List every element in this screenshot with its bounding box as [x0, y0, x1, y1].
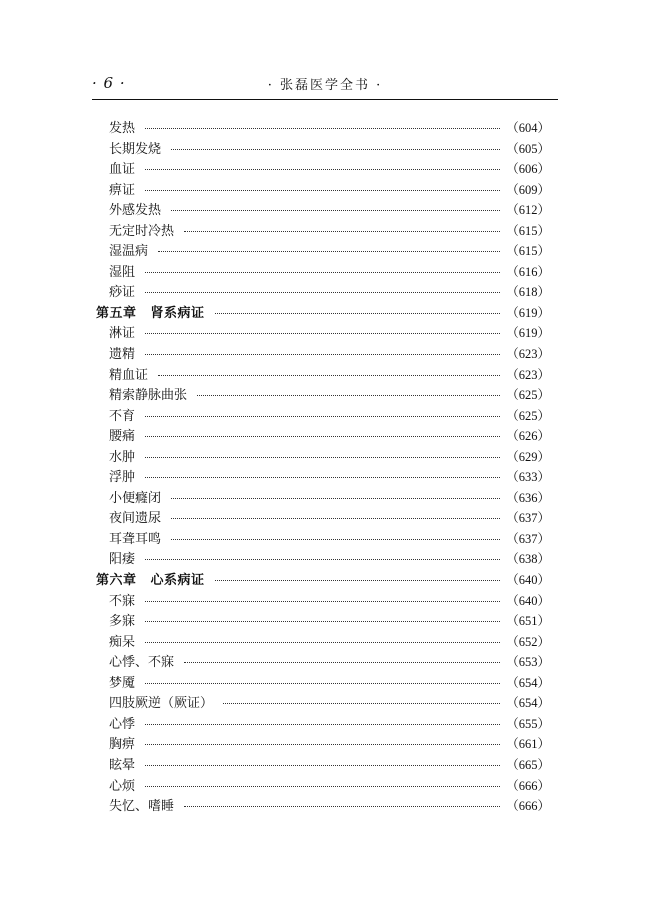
chapter-title: 肾系病证 — [150, 305, 205, 321]
page-header — [92, 74, 558, 96]
toc-title: 阳痿 — [109, 552, 136, 568]
dot-leader — [145, 354, 500, 355]
toc-entry-row — [92, 262, 550, 283]
dot-leader — [145, 457, 500, 458]
dot-leader — [145, 765, 500, 766]
toc-title — [96, 304, 205, 325]
toc-page-number: （629） — [506, 449, 550, 464]
toc-title: 精血证 — [109, 367, 149, 383]
toc-page-number: （638） — [506, 552, 550, 567]
toc-entry-row — [92, 139, 550, 160]
toc-page-number: （623） — [506, 347, 550, 362]
toc-title: 梦魇 — [109, 675, 136, 691]
toc-title: 不寐 — [109, 593, 136, 609]
dot-leader — [171, 149, 500, 150]
running-title: · 张磊医学全书 · — [267, 78, 383, 93]
toc-entry-row — [92, 714, 550, 735]
dot-leader — [145, 559, 500, 560]
dot-leader — [171, 539, 500, 540]
toc-title: 心悸、不寐 — [109, 655, 175, 671]
toc-title: 发热 — [109, 121, 136, 136]
toc-title: 遗精 — [109, 347, 136, 363]
toc-page-number: （609） — [506, 182, 550, 197]
toc-page-number: （625） — [506, 388, 550, 403]
toc-page-number: （616） — [506, 264, 550, 279]
toc-page-number: （605） — [506, 141, 550, 156]
toc-title: 外感发热 — [109, 203, 162, 219]
toc-title: 夜间遗尿 — [109, 511, 162, 527]
dot-leader — [145, 601, 500, 602]
toc-entry-row — [92, 549, 550, 570]
table-of-contents — [92, 118, 550, 817]
toc-entry-row — [92, 200, 550, 221]
toc-entry-row — [92, 385, 550, 406]
dot-leader — [145, 416, 500, 417]
toc-entry-row — [92, 652, 550, 673]
toc-entry-row — [92, 221, 550, 242]
toc-entry-row — [92, 529, 550, 550]
toc-entry-row — [92, 467, 550, 488]
dot-leader — [145, 292, 500, 293]
toc-title: 不育 — [109, 408, 136, 424]
dot-leader — [145, 128, 500, 129]
toc-entry-row — [92, 755, 550, 776]
toc-entry-row — [92, 323, 550, 344]
dot-leader — [145, 477, 500, 478]
toc-entry-row — [92, 180, 550, 201]
toc-entry-row — [92, 673, 550, 694]
toc-entry-row — [92, 282, 550, 303]
toc-title: 湿温病 — [109, 244, 149, 260]
toc-title: 痧证 — [109, 285, 136, 301]
toc-entry-row — [92, 508, 550, 529]
dot-leader — [171, 210, 500, 211]
toc-title: 水肿 — [109, 449, 136, 465]
toc-page-number: （604） — [506, 121, 550, 135]
toc-title: 淋证 — [109, 326, 136, 342]
dot-leader — [184, 806, 500, 807]
dot-leader — [223, 703, 500, 704]
toc-title: 浮肿 — [109, 470, 136, 486]
toc-page-number: （654） — [506, 675, 550, 690]
toc-entry-row — [92, 632, 550, 653]
dot-leader — [145, 744, 500, 745]
chapter-number: 第六章 — [96, 573, 137, 589]
dot-leader — [145, 436, 500, 437]
toc-page-number: （652） — [506, 634, 550, 649]
toc-title: 眩晕 — [109, 757, 136, 773]
toc-entry-row — [92, 488, 550, 509]
toc-page-number: （633） — [506, 470, 550, 485]
chapter-number: 第五章 — [96, 305, 137, 321]
dot-leader — [158, 375, 500, 376]
toc-title: 痴呆 — [109, 634, 136, 650]
toc-page-number: （636） — [506, 490, 550, 505]
toc-entry-row — [92, 406, 550, 427]
dot-leader — [184, 662, 500, 663]
toc-chapter-row — [92, 570, 550, 591]
dot-leader — [145, 683, 500, 684]
toc-page-number: （666） — [506, 778, 550, 793]
dot-leader — [145, 724, 500, 725]
dot-leader — [145, 621, 500, 622]
dot-leader — [145, 190, 500, 191]
toc-page-number: （640） — [506, 573, 550, 588]
toc-title: 无定时冷热 — [109, 223, 175, 239]
toc-title: 血证 — [109, 162, 136, 178]
toc-entry-row — [92, 118, 550, 139]
toc-page-number: （637） — [506, 531, 550, 546]
toc-title: 痹证 — [109, 182, 136, 198]
dot-leader — [145, 333, 500, 334]
toc-page-number: （653） — [506, 655, 550, 670]
toc-page-number: （625） — [506, 408, 550, 423]
toc-entry-row — [92, 591, 550, 612]
page-number: · 6 · — [92, 74, 126, 92]
toc-entry-row — [92, 344, 550, 365]
toc-title: 四肢厥逆（厥证） — [109, 696, 214, 712]
header-rule — [92, 99, 558, 100]
dot-leader — [215, 580, 501, 581]
toc-title: 精索静脉曲张 — [109, 388, 188, 404]
toc-entry-row — [92, 159, 550, 180]
dot-leader — [145, 786, 500, 787]
toc-title: 多寐 — [109, 614, 136, 630]
toc-entry-row — [92, 734, 550, 755]
toc-title: 腰痛 — [109, 429, 136, 445]
toc-entry-row — [92, 611, 550, 632]
toc-page-number: （637） — [506, 511, 550, 526]
toc-page-number: （619） — [506, 326, 550, 341]
toc-entry-row — [92, 426, 550, 447]
toc-page-number: （618） — [506, 285, 550, 300]
dot-leader — [145, 272, 500, 273]
toc-title: 湿阻 — [109, 264, 136, 280]
toc-entry-row — [92, 241, 550, 262]
dot-leader — [215, 313, 501, 314]
toc-page-number: （640） — [506, 593, 550, 608]
dot-leader — [171, 518, 500, 519]
toc-chapter-row — [92, 303, 550, 324]
toc-page-number: （619） — [506, 305, 550, 320]
toc-page-number: （612） — [506, 203, 550, 218]
toc-title: 长期发烧 — [109, 141, 162, 157]
toc-title: 心悸 — [109, 716, 136, 732]
dot-leader — [184, 231, 500, 232]
dot-leader — [197, 395, 500, 396]
toc-page-number: （615） — [506, 244, 550, 259]
toc-title — [96, 571, 205, 592]
toc-page-number: （606） — [506, 162, 550, 177]
toc-page-number: （623） — [506, 367, 550, 382]
toc-page-number: （615） — [506, 223, 550, 238]
toc-page-number: （654） — [506, 696, 550, 711]
toc-entry-row — [92, 796, 550, 817]
toc-title: 心烦 — [109, 778, 136, 794]
toc-page-number: （661） — [506, 737, 550, 752]
dot-leader — [145, 169, 500, 170]
toc-page-number: （665） — [506, 757, 550, 772]
toc-entry-row — [92, 447, 550, 468]
dot-leader — [158, 251, 500, 252]
toc-entry-row — [92, 776, 550, 797]
toc-page-number: （651） — [506, 614, 550, 629]
dot-leader — [171, 498, 500, 499]
toc-title: 耳聋耳鸣 — [109, 531, 162, 547]
toc-entry-row — [92, 365, 550, 386]
toc-title: 胸痹 — [109, 737, 136, 753]
toc-page-number: （666） — [506, 799, 550, 814]
toc-entry-row — [92, 693, 550, 714]
toc-title: 小便癃闭 — [109, 490, 162, 506]
dot-leader — [145, 642, 500, 643]
toc-page-number: （655） — [506, 716, 550, 731]
toc-page-number: （626） — [506, 429, 550, 444]
toc-title: 失忆、嗜睡 — [109, 799, 175, 815]
chapter-title: 心系病证 — [150, 573, 205, 589]
